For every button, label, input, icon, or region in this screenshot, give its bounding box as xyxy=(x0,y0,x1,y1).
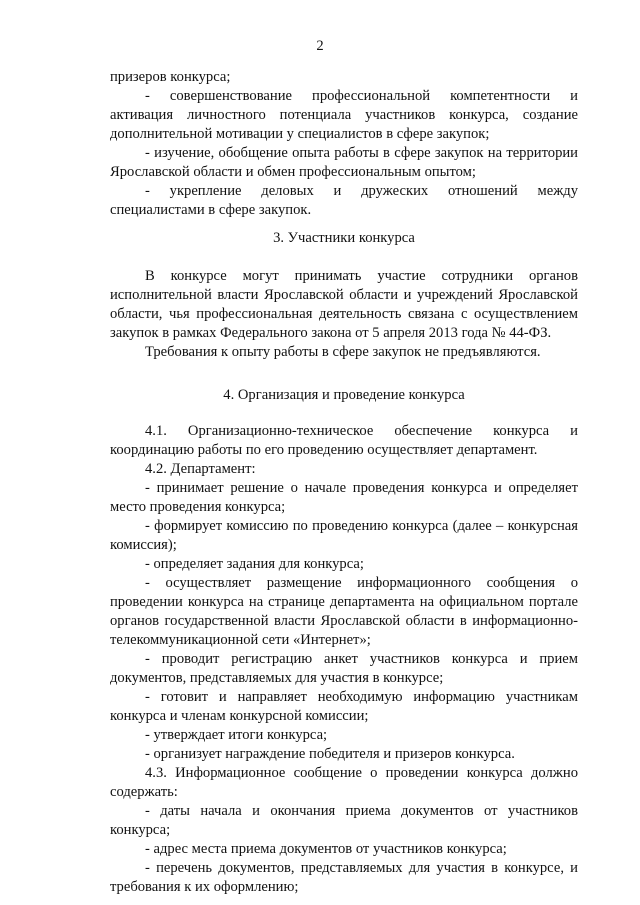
paragraph: - утверждает итоги конкурса; xyxy=(145,727,328,743)
paragraph: - проводит регистрацию анкет участников конкурса и прием документов, представляемых для участия в конкурсе; xyxy=(110,651,578,686)
paragraph: - осуществляет размещение информационного сообщения о проведении конкурса на странице департамента на официальном портале органов государственной власти Ярославской области в информационно-телекоммуникационной сети «Интернет»; xyxy=(110,575,578,648)
paragraph: 4.2. Департамент: xyxy=(145,461,256,477)
paragraph: 4.3. Информационное сообщение о проведении конкурса должно содержать: xyxy=(110,765,578,800)
paragraph: - готовит и направляет необходимую информацию участникам конкурса и членам конкурсной комиссии; xyxy=(110,689,578,724)
paragraph: - укрепление деловых и дружеских отношений между специалистами в сфере закупок. xyxy=(110,183,578,218)
paragraph: - даты начала и окончания приема документов от участников конкурса; xyxy=(110,803,578,838)
paragraph: 4.1. Организационно-техническое обеспечение конкурса и координацию работы по его проведению осуществляет департамент. xyxy=(110,423,578,458)
paragraph: - совершенствование профессиональной компетентности и активация личностного потенциала участников конкурса, создание дополнительной мотивации у специалистов в сфере закупок; xyxy=(110,88,578,142)
paragraph: - определяет задания для конкурса; xyxy=(145,556,364,572)
section-heading: 4. Организация и проведение конкурса xyxy=(223,387,465,403)
section-4-body xyxy=(110,422,578,897)
paragraph: Требования к опыту работы в сфере закупок не предъявляются. xyxy=(145,344,541,360)
intro-list xyxy=(110,68,578,220)
section-3-heading-block xyxy=(110,229,578,248)
paragraph: - адрес места приема документов от участников конкурса; xyxy=(145,841,507,857)
paragraph: призеров конкурса; xyxy=(110,69,231,85)
page-number: 2 xyxy=(316,38,324,54)
paragraph: - принимает решение о начале проведения конкурса и определяет место проведения конкурса; xyxy=(110,480,578,515)
section-heading: 3. Участники конкурса xyxy=(273,230,415,246)
section-3-body xyxy=(110,267,578,362)
section-4-heading-block xyxy=(110,386,578,405)
paragraph: - изучение, обобщение опыта работы в сфере закупок на территории Ярославской области и обмен профессиональным опытом; xyxy=(110,145,578,180)
paragraph: - организует награждение победителя и призеров конкурса. xyxy=(145,746,515,762)
paragraph: В конкурсе могут принимать участие сотрудники органов исполнительной власти Ярославской области и учреждений Ярославской области, чья профессиональная деятельность связана с осуществлением закупок в рамках Федерального закона от 5 апреля 2013 года № 44-ФЗ. xyxy=(110,268,578,341)
paragraph: - перечень документов, представляемых для участия в конкурсе, и требования к их оформлению; xyxy=(110,860,578,895)
paragraph: - формирует комиссию по проведению конкурса (далее – конкурсная комиссия); xyxy=(110,518,578,553)
